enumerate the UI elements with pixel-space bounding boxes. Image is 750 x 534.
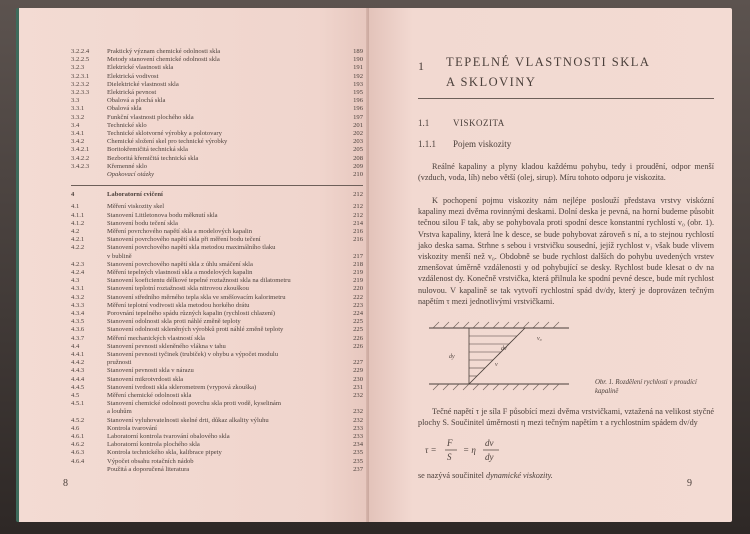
toc-entry <box>71 310 363 318</box>
toc-entry-title: Stanovení pevnosti tyčinek (trubiček) v ohybu a výpočet modulu <box>107 351 279 358</box>
toc-entry-page: 208 <box>353 154 363 162</box>
section-title: VISKOZITA <box>453 118 505 128</box>
label-v: v <box>495 362 498 368</box>
right-page-number: 9 <box>687 478 692 489</box>
toc-entry-title: Stanovení povrchového napětí skla při měření bodu tečení <box>107 236 261 244</box>
toc-entry-title: Kontrola tvarování <box>107 424 157 432</box>
toc-entry <box>71 326 363 334</box>
toc-entry-title: Stanovení teplotní roztažnosti skla nitrovou zkouškou <box>107 285 249 293</box>
toc-entry <box>71 171 363 179</box>
subsection-number: 1.1.1 <box>418 139 436 149</box>
toc-entry-number: 4.6.2 <box>71 441 85 449</box>
toc-entry-number: 4.4.4 <box>71 375 85 383</box>
toc-entry <box>71 89 363 97</box>
toc-entry-title: Stanovení Littletonova bodu měknutí skla <box>107 211 218 219</box>
toc-entry-number: 4.4 <box>71 342 80 350</box>
toc-entry-title: Použitá a doporučená literatura <box>107 465 190 473</box>
toc-entry-number: 4.6.1 <box>71 433 85 440</box>
toc-entry-title: a louhům <box>107 408 132 416</box>
formula-d-den: dy <box>485 452 494 462</box>
toc-entry-title: Stanovení bodu tečení skla <box>107 219 178 227</box>
toc-entry-title: Stanovení vyluhovatelnosti skelné drti, důkaz alkality výluhu <box>107 416 269 424</box>
toc-entry-title: Technické sklotvorné výrobky a polotovary <box>107 130 222 137</box>
toc-entry <box>71 466 363 474</box>
toc-entry <box>71 138 363 146</box>
velocity-profile-line <box>469 328 525 384</box>
toc-entry <box>71 48 363 56</box>
toc-entry-page: 203 <box>353 138 363 146</box>
toc-entry <box>71 302 363 310</box>
toc-entry <box>71 335 363 343</box>
toc-entry-page: 232 <box>353 408 363 416</box>
toc-entry-page: 224 <box>353 310 363 317</box>
toc-entry-page: 226 <box>353 334 363 342</box>
toc-entry-title: Laboratorní cvičení <box>107 191 163 199</box>
toc-entry <box>71 220 363 228</box>
toc-entry <box>71 458 363 466</box>
toc-entry <box>71 408 363 416</box>
toc-entry-number: 3.2.2.4 <box>71 48 90 55</box>
label-dv: dv <box>501 346 507 352</box>
toc-entry-title: Elektrická vodivost <box>107 72 159 80</box>
toc-entry-number: 4.3.4 <box>71 310 85 317</box>
toc-entry <box>71 285 363 293</box>
toc-entry-page: 209 <box>353 162 363 170</box>
toc-entry-number: 4.3 <box>71 277 80 285</box>
toc-entry-title: Měření teplotní vodivosti skla metodou horkého drátu <box>107 301 250 309</box>
toc-entry-number: 4.4.2 <box>71 359 85 367</box>
toc-entry-page: 196 <box>353 105 363 113</box>
toc-entry-number: 4.3.5 <box>71 318 85 326</box>
toc-entry-page: 234 <box>353 441 363 449</box>
label-dy: dy <box>449 354 455 360</box>
toc-entry-page: 217 <box>353 252 363 260</box>
toc-entry-page: 196 <box>353 97 363 105</box>
toc-entry <box>71 441 363 449</box>
toc-entry-number: 4.2.4 <box>71 269 85 276</box>
toc-entry-number: 4 <box>71 191 75 199</box>
toc-entry-page: 233 <box>353 424 363 432</box>
toc-entry-page: 225 <box>353 318 363 326</box>
velocity-profile-figure <box>429 320 569 398</box>
toc-entry-title: Obalová skla <box>107 105 142 113</box>
toc-entry-title: v bublině <box>107 252 132 260</box>
toc-entry-number: 4.2.3 <box>71 260 85 268</box>
toc-entry-title: Opakovací otázky <box>107 171 155 178</box>
toc-entry-number: 4.2.2 <box>71 244 85 252</box>
toc-entry-title: Kontrola technického skla, kalibrace pipety <box>107 449 222 457</box>
toc-entry-page: 231 <box>353 383 363 391</box>
toc-entry <box>71 417 363 425</box>
toc-entry-number: 4.6.3 <box>71 449 85 457</box>
toc-entry-number: 3.3.1 <box>71 105 85 113</box>
toc-entry-number: 4.1 <box>71 203 80 211</box>
toc-entry <box>71 105 363 113</box>
toc-entry-page: 212 <box>353 191 363 199</box>
toc-entry <box>71 114 363 122</box>
top-plate <box>429 322 569 328</box>
toc-entry-page: 237 <box>353 465 363 473</box>
toc-entry-page: 214 <box>353 219 363 227</box>
toc-entry <box>71 318 363 326</box>
toc-entry <box>71 155 363 163</box>
toc-entry-page: 201 <box>353 121 363 129</box>
section-number: 1.1 <box>418 118 430 128</box>
toc-entry-number: 4.6.4 <box>71 457 85 465</box>
toc-entry-number: 4.2.1 <box>71 236 85 244</box>
velocity-arrows <box>469 336 517 376</box>
toc-entry-number: 4.5 <box>71 392 80 399</box>
toc-entry <box>71 449 363 457</box>
toc-entry <box>71 236 363 244</box>
toc-entry-number: 3.4.2.1 <box>71 146 90 154</box>
toc-entry-number: 3.4.2.2 <box>71 154 90 162</box>
toc-entry-number: 4.1.1 <box>71 211 85 219</box>
toc-entry <box>71 343 363 351</box>
toc-entry-page: 233 <box>353 433 363 440</box>
formula-d-num: dv <box>485 438 494 448</box>
toc-entry-number: 4.3.7 <box>71 334 85 342</box>
formula-lhs: τ = <box>425 445 437 455</box>
toc-entry <box>71 433 363 441</box>
toc-entry-number: 3.2.3 <box>71 64 85 72</box>
toc-entry <box>71 130 363 138</box>
toc-entry-page: 205 <box>353 146 363 154</box>
toc-entry-title: Stanovení odolnosti skleněných výrobků proti náhlé změně teploty <box>107 326 284 334</box>
toc-entry-page: 226 <box>353 342 363 350</box>
toc-entry <box>71 351 363 359</box>
toc-entry-page: 192 <box>353 72 363 80</box>
toc-entry-title: Metody stanovení chemické odolnosti skla <box>107 56 220 64</box>
toc-entry-title: Stanovení povrchového napětí skla metodou maximálního tlaku <box>107 244 276 252</box>
subsection-title: Pojem viskozity <box>453 139 512 149</box>
toc-entry <box>71 384 363 392</box>
label-v0: v₀ <box>537 336 542 342</box>
chapter-number: 1 <box>418 59 425 73</box>
toc-entry-title: Měření chemické odolnosti skla <box>107 392 192 399</box>
toc-entry-title: Elektrická pevnost <box>107 89 157 96</box>
right-page <box>369 8 732 522</box>
toc-entry-page: 216 <box>353 236 363 244</box>
definition-prefix: se nazývá součinitel <box>418 471 486 480</box>
toc-entry-title: Měření tepelných vlastností skla a modelových kapalin <box>107 269 253 276</box>
toc-entry-page: 190 <box>353 56 363 64</box>
toc-entry-page: 216 <box>353 228 363 235</box>
toc-entry-page: 235 <box>353 457 363 465</box>
toc-entry-number: 4.4.1 <box>71 351 85 358</box>
toc-entry-title: Stanovení mikrotvrdosti skla <box>107 375 184 383</box>
toc-entry-number: 3.3.2 <box>71 113 85 121</box>
toc-entry <box>71 146 363 154</box>
formula-f-den: S <box>447 452 452 462</box>
toc-entry-page: 210 <box>353 171 363 178</box>
toc-entry-page: 232 <box>353 392 363 399</box>
toc-entry <box>71 73 363 81</box>
toc-entry-number: 3.4.1 <box>71 130 85 137</box>
chapter-rule <box>418 98 714 99</box>
toc-entry-title: Praktický význam chemické odolnosti skla <box>107 48 221 55</box>
toc-entry-title: Výpočet obsahu rotačních nádob <box>107 457 194 465</box>
toc-entry-title: Porovnání tepelného spádu různých kapalin (rychlosti chlazení) <box>107 310 276 317</box>
toc-entry-number: 4.3.1 <box>71 285 85 293</box>
paragraph-intro: Reálné kapaliny a plyny kladou každému pohybu, tedy i proudění, odpor menší (vzduch, voda, líh) nebo větší (olej, sirup). Míru tohoto odporu je viskozita. <box>418 162 714 183</box>
toc-entry-title: Laboratorní kontrola plochého skla <box>107 441 200 449</box>
toc-entry-page: 189 <box>353 48 363 55</box>
chapter-title-line-1: TEPELNÉ VLASTNOSTI SKLA <box>446 55 651 69</box>
toc-entry <box>71 253 363 261</box>
toc-entry-page: 220 <box>353 285 363 293</box>
toc-entry <box>71 367 363 375</box>
toc-entry-title: Stanovení tvrdosti skla sklerometrem (vrypová zkouška) <box>107 383 257 391</box>
chapter-title-line-2: A SKLOVINY <box>446 75 537 89</box>
toc-entry-title: Stanovení koeficientu délkové tepelné roztažnosti skla na dilatometru <box>107 277 291 285</box>
toc-entry-title: Laboratorní kontrola tvarování obalového skla <box>107 433 230 440</box>
toc-entry <box>71 425 363 433</box>
toc-entry-page: 232 <box>353 416 363 424</box>
formula-f-num: F <box>447 438 453 448</box>
toc-entry-page: 222 <box>353 293 363 301</box>
toc-entry-page: 223 <box>353 301 363 309</box>
toc-entry <box>71 269 363 277</box>
bottom-plate <box>429 384 569 390</box>
toc-entry-title: Stanovení středního měrného tepla skla ve směšovacím kalorimetru <box>107 293 286 301</box>
toc-entry <box>71 392 363 400</box>
left-page-number: 8 <box>63 478 68 489</box>
toc-entry <box>71 191 363 199</box>
toc-entry-title: Technické sklo <box>107 121 147 129</box>
toc-entry-title: Křemenné sklo <box>107 162 148 170</box>
paragraph-shear: Tečné napětí τ je síla F působící mezi dvěma vrstvičkami, vztažená na velikost styčné plochy S. Součinitel úměrnosti η mezi tečným napětím τ a rychlostním spádem dv/dy <box>418 407 714 428</box>
toc-entry <box>71 400 363 408</box>
toc-entry-page: 230 <box>353 375 363 383</box>
toc-entry-page: 193 <box>353 80 363 88</box>
toc-entry <box>71 261 363 269</box>
toc-entry-title: Měření povrchového napětí skla a modelových kapalin <box>107 228 253 235</box>
toc-entry-page: 197 <box>353 113 363 121</box>
toc-entry-number: 4.5.2 <box>71 416 85 424</box>
toc-entry <box>71 81 363 89</box>
toc-entry-page: 212 <box>353 203 363 211</box>
toc-entry-title: Měření viskozity skel <box>107 203 165 211</box>
toc-entry-title: Chemické složení skel pro technické výrobky <box>107 138 228 146</box>
toc-entry-number: 3.4.2 <box>71 138 85 146</box>
toc-entry <box>71 212 363 220</box>
toc-entry-number: 3.4.2.3 <box>71 162 90 170</box>
toc-entry-title: Stanovení odolnosti skla proti náhlé změně teploty <box>107 318 241 326</box>
toc-entry <box>71 163 363 171</box>
toc-entry <box>71 359 363 367</box>
toc-entry-number: 3.2.3.2 <box>71 80 90 88</box>
figure-caption: Obr. 1. Rozdělení rychlosti v proudící kapalině <box>595 379 697 395</box>
toc-entry-page: 227 <box>353 359 363 367</box>
chapter-title <box>446 52 686 92</box>
toc-entry <box>71 294 363 302</box>
toc-entry-number: 3.2.2.5 <box>71 56 90 64</box>
paragraph-layers: K pochopení pojmu viskozity nám nejlépe poslouží představa vrstvy viskózní kapaliny mezi dvěma rovinnými deskami. Dolní deska je pevná, na horní budeme působit tečnou silou F tak, aby se pohybovala proti spodní desce konstantní rychlostí v₀ (obr. 1). Vrstva kapaliny, která lne k desce, se bude pohybovat zároveň s ní, a to stejnou rychlostí jako deska sama. Strhne s sebou i vrstvičku sousední, jejíž rychlost v₁ však bude vlivem viskozity menší než v₀. Obdobně se bude rychlost dalších do pohybu uvedených vrstev zmenšovat úměrně vzdálenosti y od pohybující se desky. Rychlost bude klesat o dv na vzdálenost dy. Konečně vrstvička, která přilnula ke spodní pevné desce, bude mít rychlost nulovou. V kapalině se tak vytvoří rychlostní spád dv/dy, který je doprovázen tečným napětím τ mezi jednotlivými vrstvičkami. <box>418 196 714 306</box>
toc-entry-title: Boritokřemičitá technická skla <box>107 146 188 154</box>
toc-entry <box>71 203 363 211</box>
toc-entry-number: 3.2.3.1 <box>71 72 90 80</box>
toc-entry-page: 235 <box>353 449 363 457</box>
toc-entry-page: 191 <box>353 64 363 72</box>
toc-entry-title: Funkční vlastnosti plochého skla <box>107 113 194 121</box>
toc-entry-title: Stanovení chemické odolnosti povrchu skla proti vodě, kyselinám <box>107 400 281 408</box>
toc-entry-title: Bezboritá křemičitá technická skla <box>107 154 199 162</box>
toc-entry-number: 4.4.3 <box>71 367 85 375</box>
toc-entry <box>71 228 363 236</box>
toc-entry-title: pružnosti <box>107 359 132 367</box>
toc-entry-title: Elektrické vlastnosti skla <box>107 64 174 72</box>
viscosity-formula <box>425 435 645 465</box>
toc-entry-title: Stanovení povrchového napětí skla z úhlu smáčení skla <box>107 260 253 268</box>
definition-term: dynamické viskozity. <box>485 471 553 480</box>
toc-entry <box>71 97 363 105</box>
toc-entry-page: 225 <box>353 326 363 334</box>
toc-entry-title: Stanovení pevnosti skla v nárazu <box>107 367 194 375</box>
toc-entry-number: 4.4.5 <box>71 383 85 391</box>
toc-entry-page: 218 <box>353 260 363 268</box>
toc-entry-number: 3.2.3.3 <box>71 89 90 96</box>
toc-entry-number: 4.1.2 <box>71 219 85 227</box>
toc-entry-page: 219 <box>353 277 363 285</box>
toc-entry <box>71 56 363 64</box>
toc-entry-number: 4.6 <box>71 424 80 432</box>
toc-entry-page: 212 <box>353 211 363 219</box>
paragraph-definition <box>418 470 714 481</box>
toc-entry-number: 3.4 <box>71 121 80 129</box>
formula-mid: = η <box>463 445 476 455</box>
toc-entry-number: 4.3.3 <box>71 301 85 309</box>
toc-entry-page: 219 <box>353 269 363 276</box>
toc-entry <box>71 64 363 72</box>
toc-entry-title: Dielektrické vlastnosti skla <box>107 80 179 88</box>
toc-entry-page: 195 <box>353 89 363 96</box>
toc-entry-page: 202 <box>353 130 363 137</box>
toc-entry-number: 4.3.2 <box>71 293 85 301</box>
toc-divider <box>71 185 363 186</box>
toc-entry <box>71 244 363 252</box>
toc-entry-number: 4.5.1 <box>71 400 85 408</box>
toc-entry-number: 3.3 <box>71 97 80 105</box>
toc-entry <box>71 277 363 285</box>
toc-entry-number: 4.3.6 <box>71 326 85 334</box>
left-page <box>16 8 372 522</box>
toc-entry <box>71 376 363 384</box>
toc-entry-page: 229 <box>353 367 363 375</box>
toc-entry-title: Stanovení pevnosti skleněného vlákna v tahu <box>107 342 226 350</box>
toc-entry-number: 4.2 <box>71 228 80 235</box>
toc-entry-title: Měření mechanických vlastností skla <box>107 334 205 342</box>
toc-entry-title: Obalová a plochá skla <box>107 97 166 105</box>
toc-entry <box>71 122 363 130</box>
